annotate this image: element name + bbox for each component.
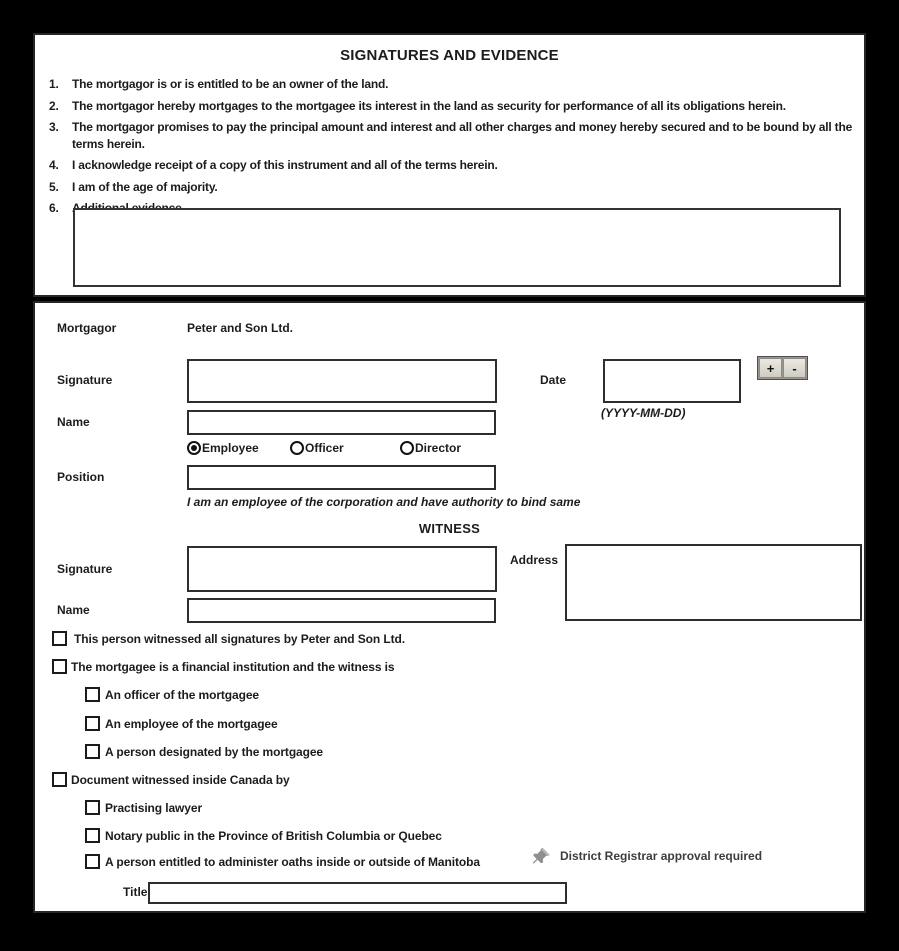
mortgagor-signature-input[interactable]: [187, 359, 497, 403]
name-label: Name: [57, 415, 90, 429]
authority-note: I am an employee of the corporation and have authority to bind same: [187, 495, 581, 509]
checkbox-label: A person designated by the mortgagee: [105, 744, 323, 759]
mortgagor-name-input[interactable]: [187, 410, 496, 435]
title-input[interactable]: [148, 882, 567, 904]
title-label: Title: [123, 885, 148, 899]
clause-3: [45, 119, 856, 152]
mortgagor-name: Peter and Son Ltd.: [187, 321, 294, 335]
witness-signature-label: Signature: [57, 562, 113, 576]
checkbox-icon[interactable]: [52, 772, 67, 787]
add-signature-button[interactable]: +: [759, 358, 782, 378]
radio-button-icon[interactable]: [187, 441, 201, 455]
position-label: Position: [57, 470, 105, 484]
checkbox-row-financial-institution: [52, 659, 395, 674]
checkbox-row-administer-oaths: [85, 854, 480, 869]
checkbox-label: Notary public in the Province of British Columbia or Quebec: [105, 828, 442, 843]
checkbox-label: A person entitled to administer oaths inside or outside of Manitoba: [105, 854, 480, 869]
clause-4: [45, 157, 856, 174]
pushpin-icon: [531, 845, 552, 867]
mortgagor-label: Mortgagor: [57, 321, 117, 335]
checkbox-icon[interactable]: [85, 854, 100, 869]
signature-block-stepper: [757, 356, 808, 380]
registrar-approval-note: [531, 845, 762, 867]
checkbox-label: An officer of the mortgagee: [105, 687, 259, 702]
radio-option-label: Employee: [202, 441, 259, 455]
radio-option-employee[interactable]: [187, 441, 290, 455]
clause-number: 5.: [49, 179, 59, 194]
checkbox-label: Practising lawyer: [105, 800, 203, 815]
checkbox-icon[interactable]: [85, 687, 100, 702]
checkbox-icon[interactable]: [85, 744, 100, 759]
clause-number: 6.: [49, 201, 59, 215]
witness-name-label: Name: [57, 603, 90, 617]
clause-2: [45, 98, 856, 115]
radio-option-label: Officer: [305, 441, 344, 455]
checkbox-row-officer-of-mortgagee: [85, 687, 259, 702]
additional-evidence-input[interactable]: [73, 208, 841, 287]
date-input[interactable]: [603, 359, 741, 403]
position-radio-group: [187, 441, 461, 455]
checkbox-label: An employee of the mortgagee: [105, 716, 278, 731]
checkbox-label: This person witnessed all signatures by Peter and Son Ltd.: [74, 631, 405, 646]
witness-signature-input[interactable]: [187, 546, 497, 592]
clause-text: The mortgagor hereby mortgages to the mortgagee its interest in the land as security for performance of all its obligations herein.: [72, 98, 786, 113]
mortgagor-witness-panel: [33, 301, 866, 913]
clause-text: I acknowledge receipt of a copy of this instrument and all of the terms herein.: [72, 158, 498, 172]
clause-list: [45, 76, 856, 222]
clause-5: [45, 179, 856, 196]
checkbox-row-witnessed-signatures: [52, 631, 405, 646]
radio-button-icon[interactable]: [290, 441, 304, 455]
clause-number: 3.: [49, 120, 59, 134]
checkbox-icon[interactable]: [85, 800, 100, 815]
registrar-note-text: District Registrar approval required: [560, 849, 763, 863]
address-label: Address: [510, 553, 559, 567]
date-label: Date: [540, 373, 567, 387]
witness-name-input[interactable]: [187, 598, 496, 623]
signature-label: Signature: [57, 373, 113, 387]
witness-heading: WITNESS: [418, 521, 481, 536]
checkbox-row-employee-of-mortgagee: [85, 716, 278, 731]
checkbox-row-witnessed-inside-canada: [52, 772, 290, 787]
checkbox-icon[interactable]: [85, 828, 100, 843]
clause-number: 2.: [49, 98, 59, 113]
radio-option-director[interactable]: [400, 441, 461, 455]
clause-1: [45, 76, 856, 93]
checkbox-label: The mortgagee is a financial institution and the witness is: [71, 659, 395, 674]
witness-address-input[interactable]: [565, 544, 862, 621]
remove-signature-button[interactable]: -: [783, 358, 806, 378]
checkbox-icon[interactable]: [52, 631, 67, 646]
position-input[interactable]: [187, 465, 496, 490]
clause-text: The mortgagor is or is entitled to be an owner of the land.: [72, 77, 389, 91]
radio-option-label: Director: [415, 441, 462, 455]
radio-option-officer[interactable]: [290, 441, 400, 455]
radio-button-icon[interactable]: [400, 441, 414, 455]
page-title: SIGNATURES AND EVIDENCE: [340, 47, 559, 64]
clause-text: I am of the age of majority.: [72, 179, 218, 194]
clause-number: 4.: [49, 158, 59, 172]
checkbox-row-notary-public: [85, 828, 442, 843]
checkbox-row-person-designated: [85, 744, 323, 759]
date-format-hint: (YYYY-MM-DD): [601, 406, 686, 420]
checkbox-icon[interactable]: [52, 659, 67, 674]
clause-text: The mortgagor promises to pay the principal amount and interest and all other charges and money hereby secured and to be bound by all the terms herein.: [72, 120, 853, 151]
checkbox-icon[interactable]: [85, 716, 100, 731]
checkbox-row-practising-lawyer: [85, 800, 202, 815]
signatures-evidence-panel: [33, 33, 866, 297]
clause-number: 1.: [49, 77, 59, 91]
checkbox-label: Document witnessed inside Canada by: [71, 772, 290, 787]
